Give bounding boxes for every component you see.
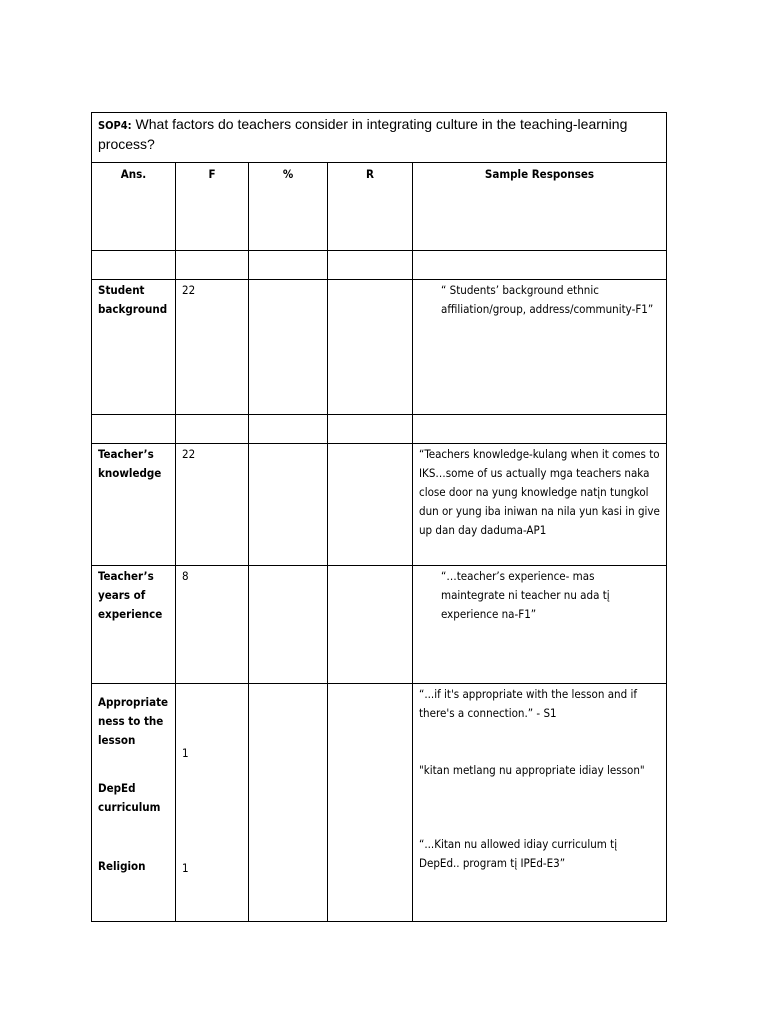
f-cell: [176, 444, 249, 566]
response-teachers-experience: “…teacher’s experience- mas maintegrate ni teacher nu ada tį experience na-F1”: [441, 569, 610, 621]
percent-cell: [249, 684, 328, 922]
spacer-row: [92, 415, 667, 444]
f-religion: 1: [182, 861, 189, 875]
r-cell: [328, 444, 413, 566]
response-cell: [413, 566, 667, 684]
f-cell: [176, 280, 249, 415]
response-teachers-knowledge: “Teachers knowledge-kulang when it comes to IKS…some of us actually mga teachers naka close door na yung knowledge natįn tungkol dun or yung iba iniwan na nila yun kasi in give up dan day daduma-AP1: [419, 447, 660, 537]
empty-cell: [92, 415, 176, 444]
question-cell: [92, 113, 667, 163]
spacer-row: [92, 251, 667, 280]
header-r: R: [328, 163, 413, 251]
ans-teachers-experience: Teacher’s years of experience: [98, 569, 163, 621]
empty-cell: [176, 251, 249, 280]
header-sample-responses: Sample Responses: [413, 163, 667, 251]
ans-cell: [92, 444, 176, 566]
empty-cell: [413, 415, 667, 444]
response-appropriate-lesson: "kitan metlang nu appropriate idiay lesson": [419, 763, 645, 777]
ans-cell: [92, 280, 176, 415]
response-cell: [413, 684, 667, 922]
empty-cell: [249, 251, 328, 280]
table-row: [92, 684, 667, 922]
table-row: [92, 566, 667, 684]
empty-cell: [328, 251, 413, 280]
question-row: [92, 113, 667, 163]
empty-cell: [249, 415, 328, 444]
ans-teachers-knowledge: Teacher’s knowledge: [98, 447, 162, 480]
response-student-background: “ Students’ background ethnic affiliation/group, address/community-F1”: [441, 283, 654, 316]
empty-cell: [413, 251, 667, 280]
header-f: F: [176, 163, 249, 251]
ans-student-background: Student background: [98, 283, 168, 316]
empty-cell: [92, 251, 176, 280]
f-appropriateness: 1: [182, 746, 189, 760]
response-deped-curriculum: “...Kitan nu allowed idiay curriculum tį DepEd.. program tį IPEd-E3”: [419, 837, 618, 870]
ans-appropriateness: Appropriate ness to the lesson: [98, 695, 169, 747]
sop4-table: [91, 112, 667, 922]
f-student-background: 22: [182, 283, 196, 297]
question-text: What factors do teachers consider in integrating culture in the teaching-learning process?: [98, 116, 628, 152]
percent-cell: [249, 566, 328, 684]
r-cell: [328, 684, 413, 922]
ans-cell: [92, 566, 176, 684]
percent-cell: [249, 280, 328, 415]
empty-cell: [176, 415, 249, 444]
f-cell: [176, 684, 249, 922]
ans-cell: [92, 684, 176, 922]
r-cell: [328, 280, 413, 415]
f-cell: [176, 566, 249, 684]
table-row: [92, 444, 667, 566]
ans-religion: Religion: [98, 859, 146, 873]
header-ans: Ans.: [92, 163, 176, 251]
r-cell: [328, 566, 413, 684]
empty-cell: [328, 415, 413, 444]
f-teachers-experience: 8: [182, 569, 189, 583]
table-row: [92, 280, 667, 415]
percent-cell: [249, 444, 328, 566]
header-row: [92, 163, 667, 251]
header-percent: %: [249, 163, 328, 251]
f-teachers-knowledge: 22: [182, 447, 196, 461]
ans-deped-curriculum: DepEd curriculum: [98, 781, 161, 814]
response-cell: [413, 444, 667, 566]
response-appropriateness: “...if it's appropriate with the lesson and if there's a connection.” - S1: [419, 687, 637, 720]
response-cell: [413, 280, 667, 415]
question-label: SOP4:: [98, 119, 132, 132]
